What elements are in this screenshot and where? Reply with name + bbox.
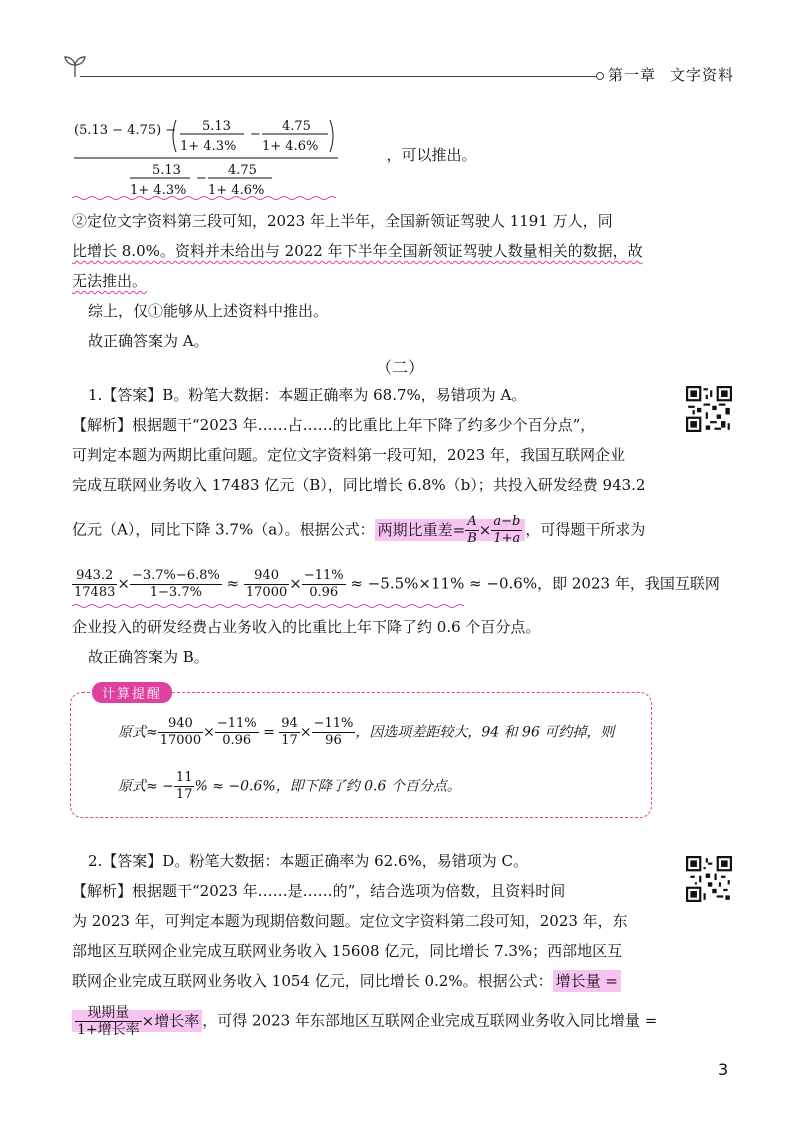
tip-frac5: $\frac{11}{17}$ <box>175 770 193 802</box>
q2-answer-line: 2.【答案】D。粉笔大数据：本题正确率为 62.6%，易错项为 C。 <box>88 852 529 870</box>
para2-line3: 无法推出。 <box>72 272 148 290</box>
answer-line: 故正确答案为 A。 <box>88 332 209 350</box>
para2-line2: 比增长 8.0%。资料并未给出与 2022 年下半年全国新领证驾驶人数量相关的数据，故 <box>72 242 643 260</box>
q1-calc-rest: ≈ −5.5%×11% ≈ −0.6%，即 2023 年，我国互联网 <box>350 574 720 593</box>
header-title <box>608 64 734 85</box>
calc-frac4: $\frac{-11\%}{0.96}$ <box>303 568 344 600</box>
header-dot <box>596 72 604 80</box>
tip-tag: 计算提醒 <box>92 682 172 703</box>
q1-analysis-line2: 可判定本题为两期比重问题。定位文字资料第一段可知，2023 年，我国互联网企业 <box>72 446 625 464</box>
svg-text:1+ 4.6%: 1+ 4.6% <box>208 183 265 198</box>
tip-line1-prefix: 原式≈ <box>118 724 158 741</box>
calc-frac3: $\frac{940}{17000}$ <box>245 568 288 600</box>
tip-line2-prefix: 原式≈ − <box>118 778 174 795</box>
q2-analysis-line1: 【解析】根据题干“2023 年……是……的”，结合选项为倍数，且资料时间 <box>72 882 566 900</box>
svg-text:1+ 4.6%: 1+ 4.6% <box>262 139 319 154</box>
calc-frac1: $\frac{943.2}{17483}$ <box>74 568 116 600</box>
top-formula <box>72 116 476 200</box>
chapter-title: 文字资料 <box>670 66 735 84</box>
q2-formula-times: ×增长率 <box>141 1011 200 1030</box>
svg-text:5.13: 5.13 <box>152 163 181 178</box>
growth-fraction: $\frac{\text{现期量}}{\text{1+增长率}}$ <box>77 1005 140 1038</box>
q2-line4-text: 联网企业完成互联网业务收入 1054 亿元，同比增长 0.2%。根据公式： <box>72 972 553 990</box>
q2-analysis-line5 <box>72 1005 657 1038</box>
q2-formula-fraction <box>72 1005 202 1038</box>
svg-text:−: − <box>250 127 261 142</box>
tip-frac1: $\frac{940}{17000}$ <box>159 716 202 748</box>
tip-line1: 原式≈ $\frac{940}{17000}$ × $\frac{-11\%}{0.96}$ = $\frac{94}{17}$ × $\frac{-11\%}{96}$ ，因选项差距较大，94 和 96 可约掉，则 <box>118 716 615 748</box>
tip-line2 <box>118 770 461 803</box>
header-rule <box>80 76 600 77</box>
q1-calc-line: $\frac{943.2}{17483}$ × $\frac{-3.7\%-6.8\%}{1-3.7\%}$ ≈ $\frac{940}{17000}$ × $\frac{-11\%}{0.96}$ ≈ −5.5%×11% ≈ −0.6%，即 2023 年，我国互联网 <box>74 568 720 600</box>
chapter-label: 第一章 <box>608 66 657 84</box>
formula-highlight: 两期比重差= $\frac{A}{B}$ × $\frac{a-b}{1+a}$ <box>375 519 526 541</box>
q2-line5-rest: ，可得 2023 年东部地区互联网企业完成互联网业务收入同比增量 = <box>202 1011 658 1030</box>
q2-formula-highlight: 增长量 = <box>553 970 621 992</box>
q1-line4-text: 亿元（A），同比下降 3.7%（a）。根据公式： <box>72 520 375 539</box>
qr-code-icon[interactable] <box>686 386 732 432</box>
tip-frac4: $\frac{-11\%}{96}$ <box>313 716 354 748</box>
summary-line: 综上，仅①能够从上述资料中推出。 <box>88 302 329 320</box>
tip-frac2: $\frac{-11\%}{0.96}$ <box>216 716 257 748</box>
svg-text:1+ 4.3%: 1+ 4.3% <box>130 183 187 198</box>
svg-text:4.75: 4.75 <box>282 119 311 134</box>
frac-ab-a: $\frac{a-b}{1+a}$ <box>493 514 521 546</box>
q1-final: 故正确答案为 B。 <box>88 648 209 666</box>
svg-text:(5.13 − 4.75) −: (5.13 − 4.75) − <box>74 123 177 138</box>
tip-frac3: $\frac{94}{17}$ <box>281 716 298 748</box>
q1-line4-suffix: ，可得题干所求为 <box>525 520 646 539</box>
svg-text:1+ 4.3%: 1+ 4.3% <box>180 139 237 154</box>
frac-a-b: $\frac{A}{B}$ <box>467 514 477 546</box>
q2-analysis-line2: 为 2023 年，可判定本题为现期倍数问题。定位文字资料第二段可知，2023 年，东 <box>72 912 628 930</box>
top-formula-graphic <box>72 116 382 200</box>
q2-analysis-line3: 部地区互联网企业完成互联网业务收入 15608 亿元，同比增长 7.3%；西部地区互 <box>72 942 623 960</box>
svg-text:4.75: 4.75 <box>228 163 257 178</box>
svg-text:5.13: 5.13 <box>202 119 231 134</box>
formula-label: 两期比重差= <box>377 520 466 539</box>
q1-answer-line: 1.【答案】B。粉笔大数据：本题正确率为 68.7%，易错项为 A。 <box>88 386 527 404</box>
tip-line1-suffix: ，因选项差距较大，94 和 96 可约掉，则 <box>355 724 615 741</box>
calc-frac2: $\frac{-3.7\%-6.8\%}{1-3.7\%}$ <box>131 568 220 600</box>
top-formula-suffix: ，可以推出。 <box>386 146 477 164</box>
q1-analysis-line6: 企业投入的研发经费占业务收入的比重比上年下降了约 0.6 个百分点。 <box>72 618 541 636</box>
calc-wavy-underline <box>72 603 472 609</box>
q1-analysis-line3: 完成互联网业务收入 17483 亿元（B），同比增长 6.8%（b）；共投入研发经费 943.2 <box>72 476 646 494</box>
q1-analysis-line1: 【解析】根据题干“2023 年……占……的比重比上年下降了约多少个百分点”， <box>72 416 596 434</box>
para2-line1: ②定位文字资料第三段可知，2023 年上半年，全国新领证驾驶人 1191 万人，同 <box>72 212 613 230</box>
tip-line2-suffix: % ≈ −0.6%，即下降了约 0.6 个百分点。 <box>194 778 461 795</box>
q1-analysis-line4 <box>72 514 645 547</box>
q2-analysis-line4 <box>72 970 621 992</box>
section-title: （二） <box>375 358 424 377</box>
page-number: 3 <box>718 1060 729 1079</box>
svg-text:−: − <box>196 171 207 186</box>
qr-code-icon[interactable] <box>686 856 732 902</box>
